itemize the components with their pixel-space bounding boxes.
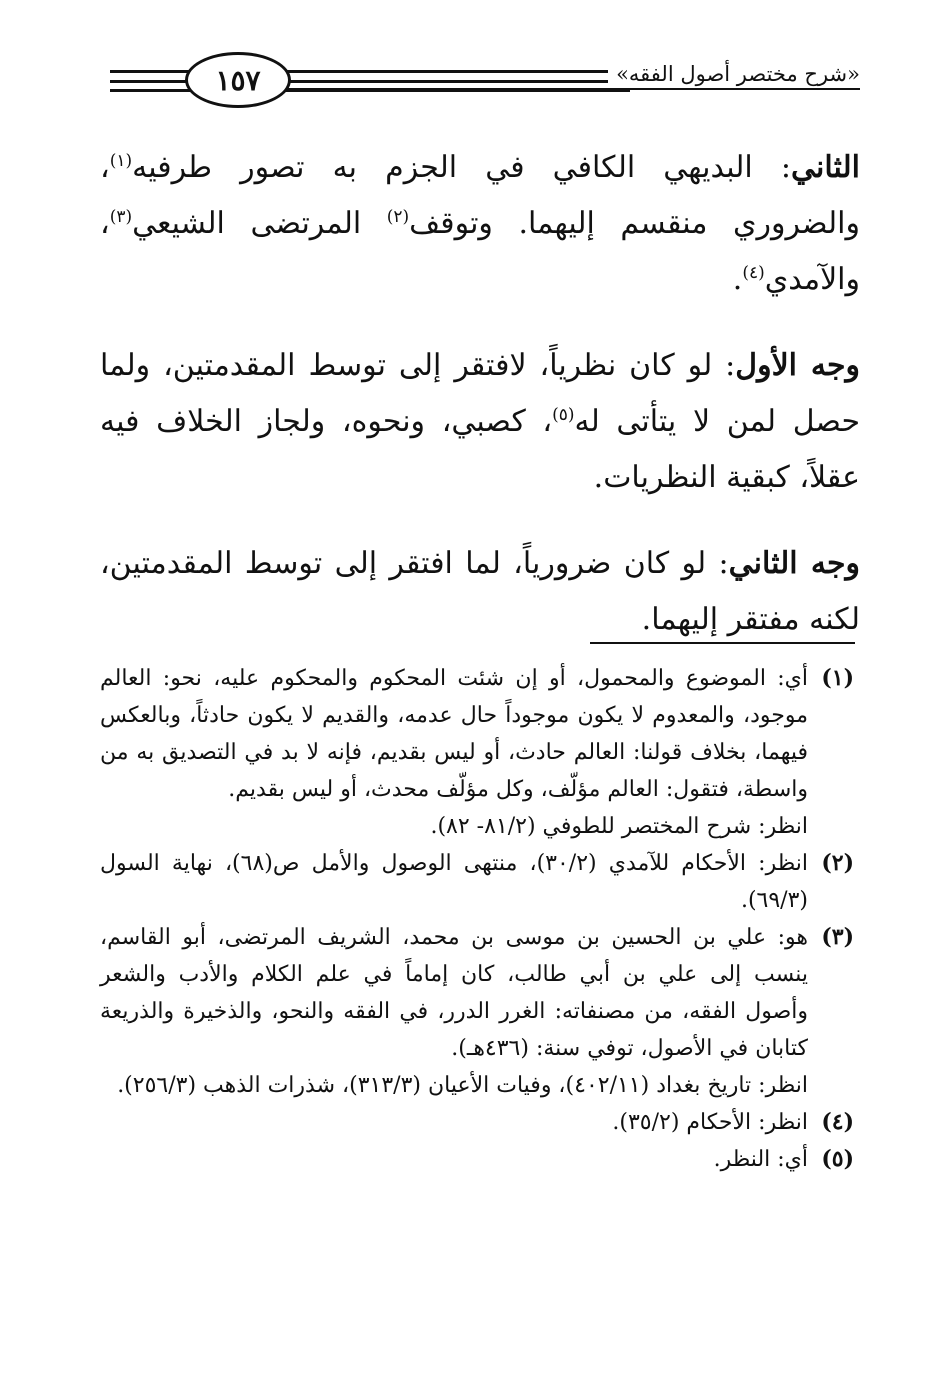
footnote-ref[interactable]: (٤)	[742, 263, 765, 283]
footnote	[100, 845, 860, 919]
footnote-separator	[590, 642, 855, 644]
page-number: ١٥٧	[185, 52, 291, 108]
running-title: «شرح مختصر أصول الفقه»	[608, 62, 860, 86]
footnote-text: أي: النظر.	[713, 1147, 808, 1172]
footnote-text: انظر: الأحكام (٣٥/٢).	[612, 1110, 808, 1135]
footnote-text: انظر: شرح المختصر للطوفي (٨١/٢- ٨٢).	[430, 814, 808, 839]
footnote-text: انظر: تاريخ بغداد (٤٠٢/١١)، وفيات الأعيان (٣١٣/٣)، شذرات الذهب (٢٥٦/٣).	[117, 1073, 808, 1098]
footnote	[100, 660, 860, 845]
paragraph-text: : البديهي الكافي في الجزم به تصور طرفيه	[132, 150, 791, 185]
footnote-text: أي: الموضوع والمحمول، أو إن شئت المحكوم والمحكوم عليه، نحو: العالم موجود، والمعدوم لا يكون موجوداً حال عدمه، والقديم لا يكون حادثاً، وبالعكس فيهما، بخلاف قولنا: العالم حادث، أو ليس بقديم، فإنه لا بد في التصديق به من واسطة، فتقول: العالم مؤلّف، وكل مؤلّف محدث، أو ليس بقديم.	[100, 666, 809, 802]
header-rule	[260, 88, 860, 90]
footnote-number: (٤)	[821, 1109, 854, 1135]
footnote-number: (٢)	[821, 850, 854, 876]
footnote-ref[interactable]: (١)	[109, 151, 133, 171]
paragraph-text: ، والضروري منقسم إليهما. وتوقف	[100, 150, 860, 241]
footnote	[100, 1141, 860, 1178]
paragraph-text: .	[732, 262, 743, 297]
footnote	[100, 919, 860, 1104]
paragraph-text: : لو كان ضرورياً، لما افتقر إلى توسط المقدمتين، لكنه مفتقر إليهما.	[100, 546, 860, 637]
paragraph	[100, 338, 860, 506]
paragraph	[100, 140, 860, 308]
footnote-text: هو: علي بن الحسين بن موسى بن محمد، الشريف المرتضى، أبو القاسم، ينسب إلى علي بن أبي طالب، كان إماماً في علم الكلام والأدب والشعر وأصول الفقه، من مصنفاته: الغرر الدرر، في الفقه والنحو، والذخيرة والذريعة كتابان في الأصول، توفي سنة: (٤٣٦هـ).	[100, 925, 808, 1061]
footnote-text: انظر: الأحكام للآمدي (٣٠/٢)، منتهى الوصول والأمل ص(٦٨)، نهاية السول (٦٩/٣).	[100, 851, 808, 913]
paragraph-term: الثاني	[790, 150, 860, 185]
footnote-number: (٣)	[821, 924, 854, 950]
paragraph-text: ، كصبي، ونحوه، ولجاز الخلاف فيه عقلاً، كبقية النظريات.	[100, 404, 860, 495]
footnotes	[100, 660, 860, 1178]
footnote-ref[interactable]: (٥)	[552, 405, 575, 425]
footnote-number: (١)	[821, 665, 854, 691]
main-text	[100, 140, 860, 678]
paragraph	[100, 536, 860, 648]
paragraph-term: وجه الثاني	[728, 546, 861, 581]
paragraph-text: المرتضى الشيعي	[132, 206, 387, 241]
paragraph-text: : لو كان نظرياً، لافتقر إلى توسط المقدمتين، ولما حصل لمن لا يتأتى له	[100, 348, 860, 439]
paragraph-text: ، والآمدي	[100, 206, 860, 297]
footnote-ref[interactable]: (٢)	[386, 207, 410, 227]
paragraph-term: وجه الأول	[735, 348, 860, 383]
footnote-number: (٥)	[821, 1146, 854, 1172]
footnote	[100, 1104, 860, 1141]
page-header	[100, 40, 860, 115]
footnote-ref[interactable]: (٣)	[109, 207, 133, 227]
